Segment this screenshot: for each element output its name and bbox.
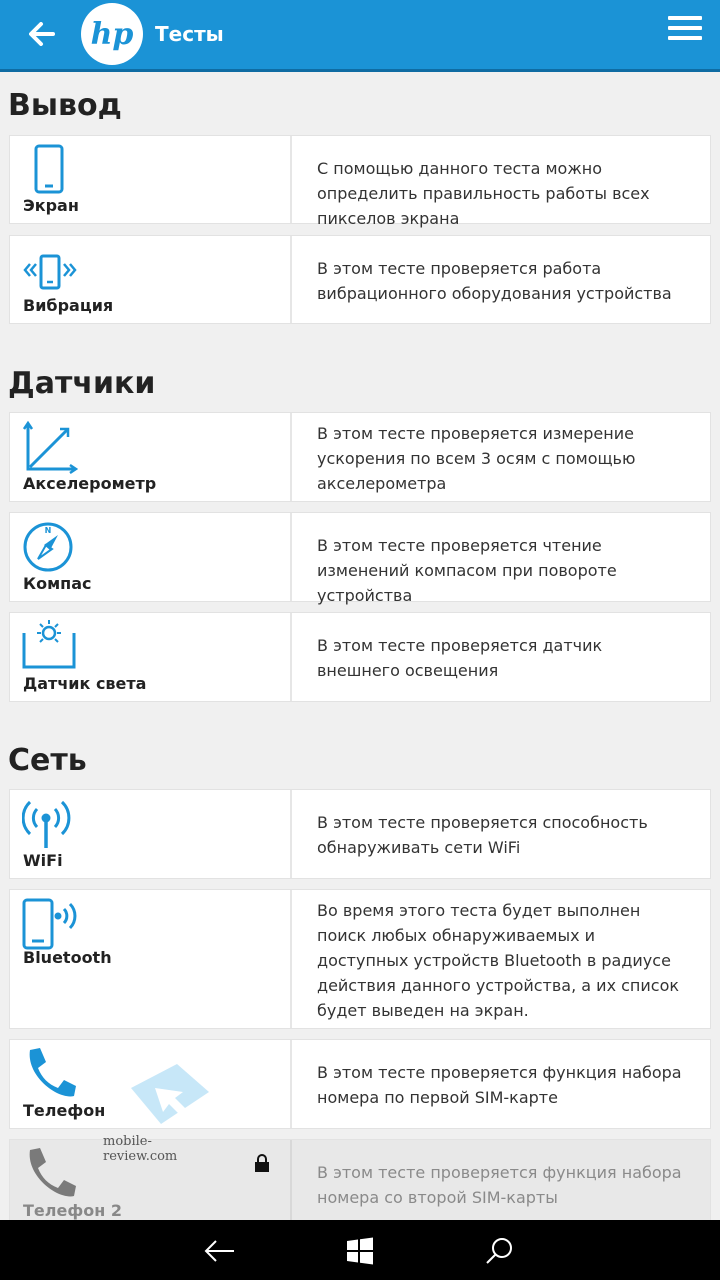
- test-label: Экран: [23, 196, 79, 215]
- test-item-accelerometer[interactable]: [10, 413, 710, 501]
- back-icon: [204, 1235, 236, 1267]
- test-description: В этом тесте проверяется работа вибрационного оборудования устройства: [317, 259, 672, 303]
- back-button[interactable]: [22, 14, 62, 54]
- test-label: Bluetooth: [23, 948, 112, 967]
- svg-text:N: N: [44, 526, 52, 535]
- search-icon: [484, 1235, 516, 1267]
- app-header: [0, 0, 720, 72]
- test-label: Вибрация: [23, 296, 114, 315]
- test-item-compass[interactable]: [10, 513, 710, 605]
- lock-icon: [254, 1154, 270, 1172]
- test-item-wifi[interactable]: [10, 790, 710, 878]
- test-description: В этом тесте проверяется функция набора номера по первой SIM-карте: [317, 1063, 682, 1107]
- vibration-icon: [22, 242, 78, 298]
- test-label: WiFi: [23, 851, 63, 870]
- test-label: Датчик света: [23, 674, 147, 693]
- nav-home-button[interactable]: [344, 1235, 376, 1267]
- test-label: Акселерометр: [23, 474, 157, 493]
- accelerometer-icon: [22, 419, 78, 475]
- test-item-vibration[interactable]: [10, 236, 710, 323]
- tests-list: [0, 72, 720, 1220]
- test-label: Компас: [23, 574, 92, 593]
- test-item-light-sensor[interactable]: [10, 613, 710, 701]
- hp-logo: [81, 3, 143, 65]
- screen-icon: [22, 142, 78, 198]
- test-description: В этом тесте проверяется функция набора номера со второй SIM-карты: [317, 1163, 682, 1207]
- watermark-text: mobile-review.com: [103, 1134, 178, 1164]
- test-description: Во время этого теста будет выполнен поиск любых обнаруживаемых и доступных устройств Bluetooth в радиусе действия данного устройства, а их список будет выведен на экран.: [317, 901, 680, 1020]
- test-description: С помощью данного теста можно определить правильность работы всех пикселов экрана: [317, 159, 650, 228]
- nav-back-button[interactable]: [204, 1235, 236, 1267]
- compass-icon: [22, 519, 78, 575]
- windows-icon: [344, 1235, 376, 1267]
- section-title-sensors: Датчики: [8, 366, 156, 401]
- test-item-screen[interactable]: [10, 136, 710, 228]
- wifi-icon: [22, 796, 78, 852]
- system-navbar: [0, 1220, 720, 1280]
- light-sensor-icon: [22, 619, 78, 675]
- test-label: Телефон: [23, 1101, 106, 1120]
- test-description: В этом тесте проверяется измерение ускорения по всем 3 осям с помощью акселерометра: [317, 424, 636, 493]
- arrow-left-icon: [29, 22, 55, 46]
- test-description: В этом тесте проверяется способность обнаруживать сети WiFi: [317, 813, 648, 857]
- svg-text:hp: hp: [90, 17, 134, 52]
- page-title: Тесты: [155, 22, 224, 46]
- bluetooth-icon: [22, 896, 78, 952]
- section-title-output: Вывод: [8, 88, 122, 123]
- test-label: Телефон 2: [23, 1201, 122, 1220]
- phone-icon: [22, 1146, 78, 1202]
- hamburger-icon: [668, 16, 702, 20]
- phone-icon: [22, 1046, 78, 1102]
- section-title-network: Сеть: [8, 743, 87, 778]
- menu-button[interactable]: [668, 16, 702, 46]
- nav-search-button[interactable]: [484, 1235, 516, 1267]
- test-description: В этом тесте проверяется датчик внешнего освещения: [317, 636, 603, 680]
- watermark: [103, 1062, 213, 1164]
- test-item-bluetooth[interactable]: [10, 890, 710, 1028]
- test-description: В этом тесте проверяется чтение изменений компасом при повороте устройства: [317, 536, 617, 605]
